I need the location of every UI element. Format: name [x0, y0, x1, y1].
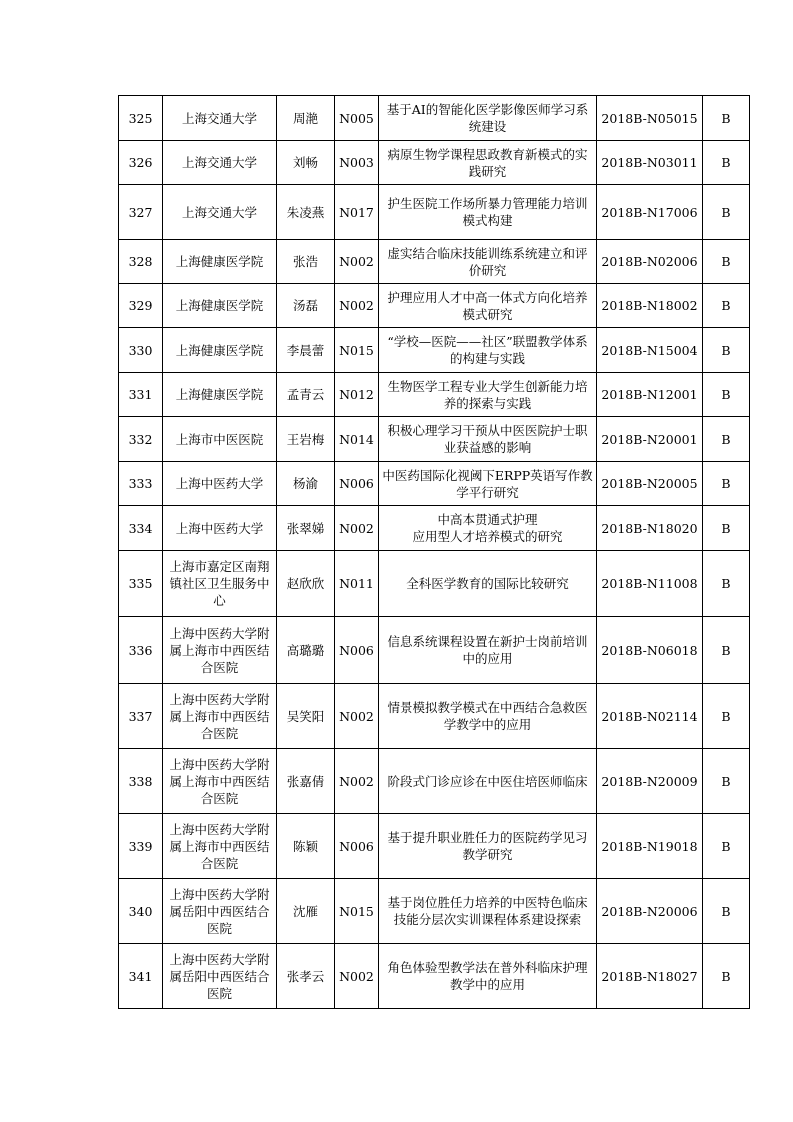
unit-cell: 上海中医药大学附属上海市中西医结合医院	[163, 749, 277, 814]
category-code-cell: N015	[335, 879, 379, 944]
person-name-cell: 汤磊	[277, 284, 335, 328]
person-name-cell: 朱凌燕	[277, 185, 335, 240]
project-title-cell: 生物医学工程专业大学生创新能力培养的探索与实践	[379, 373, 597, 417]
grade-cell: B	[703, 240, 750, 284]
row-number: 329	[119, 284, 163, 328]
grade-cell: B	[703, 96, 750, 141]
project-id-cell: 2018B-N17006	[597, 185, 703, 240]
unit-cell: 上海中医药大学附属上海市中西医结合医院	[163, 814, 277, 879]
project-title-cell: 护生医院工作场所暴力管理能力培训模式构建	[379, 185, 597, 240]
unit-cell: 上海健康医学院	[163, 328, 277, 373]
table-row	[119, 944, 750, 1009]
category-code-cell: N003	[335, 141, 379, 185]
table-row	[119, 240, 750, 284]
category-code-cell: N015	[335, 328, 379, 373]
project-id-cell: 2018B-N18002	[597, 284, 703, 328]
grade-cell: B	[703, 284, 750, 328]
person-name-cell: 李晨蕾	[277, 328, 335, 373]
table-row	[119, 814, 750, 879]
unit-cell: 上海市嘉定区南翔镇社区卫生服务中心	[163, 551, 277, 617]
person-name-cell: 赵欣欣	[277, 551, 335, 617]
project-id-cell: 2018B-N20009	[597, 749, 703, 814]
row-number: 326	[119, 141, 163, 185]
row-number: 331	[119, 373, 163, 417]
grade-cell: B	[703, 617, 750, 684]
row-number: 335	[119, 551, 163, 617]
unit-cell: 上海健康医学院	[163, 373, 277, 417]
grade-cell: B	[703, 185, 750, 240]
category-code-cell: N002	[335, 944, 379, 1009]
table-row	[119, 417, 750, 462]
grade-cell: B	[703, 684, 750, 749]
project-title-cell: 虚实结合临床技能训练系统建立和评价研究	[379, 240, 597, 284]
project-title-cell: 中高本贯通式护理 应用型人才培养模式的研究	[379, 506, 597, 551]
project-title-cell: 基于提升职业胜任力的医院药学见习教学研究	[379, 814, 597, 879]
project-id-cell: 2018B-N02114	[597, 684, 703, 749]
person-name-cell: 周滟	[277, 96, 335, 141]
category-code-cell: N012	[335, 373, 379, 417]
person-name-cell: 刘畅	[277, 141, 335, 185]
person-name-cell: 张孝云	[277, 944, 335, 1009]
grade-cell: B	[703, 506, 750, 551]
unit-cell: 上海健康医学院	[163, 240, 277, 284]
person-name-cell: 高璐璐	[277, 617, 335, 684]
row-number: 330	[119, 328, 163, 373]
project-id-cell: 2018B-N02006	[597, 240, 703, 284]
grade-cell: B	[703, 944, 750, 1009]
project-id-cell: 2018B-N06018	[597, 617, 703, 684]
category-code-cell: N002	[335, 749, 379, 814]
person-name-cell: 张浩	[277, 240, 335, 284]
unit-cell: 上海中医药大学附属岳阳中西医结合医院	[163, 944, 277, 1009]
project-title-cell: 基于岗位胜任力培养的中医特色临床技能分层次实训课程体系建设探索	[379, 879, 597, 944]
person-name-cell: 孟青云	[277, 373, 335, 417]
project-title-cell: 阶段式门诊应诊在中医住培医师临床	[379, 749, 597, 814]
row-number: 341	[119, 944, 163, 1009]
row-number: 327	[119, 185, 163, 240]
table-row	[119, 749, 750, 814]
table-row	[119, 373, 750, 417]
unit-cell: 上海交通大学	[163, 185, 277, 240]
table-row	[119, 879, 750, 944]
table-row	[119, 328, 750, 373]
table-row	[119, 506, 750, 551]
person-name-cell: 王岩梅	[277, 417, 335, 462]
grade-cell: B	[703, 749, 750, 814]
unit-cell: 上海交通大学	[163, 141, 277, 185]
table-row	[119, 96, 750, 141]
project-title-cell: 护理应用人才中高一体式方向化培养模式研究	[379, 284, 597, 328]
project-title-cell: 积极心理学习干预从中医医院护士职业获益感的影响	[379, 417, 597, 462]
person-name-cell: 张翠娣	[277, 506, 335, 551]
category-code-cell: N002	[335, 684, 379, 749]
category-code-cell: N011	[335, 551, 379, 617]
project-id-cell: 2018B-N05015	[597, 96, 703, 141]
table-row	[119, 462, 750, 506]
project-title-cell: 情景模拟教学模式在中西结合急救医学教学中的应用	[379, 684, 597, 749]
project-id-cell: 2018B-N12001	[597, 373, 703, 417]
table-row	[119, 284, 750, 328]
table-row	[119, 617, 750, 684]
unit-cell: 上海中医药大学	[163, 506, 277, 551]
grade-cell: B	[703, 551, 750, 617]
grade-cell: B	[703, 373, 750, 417]
category-code-cell: N014	[335, 417, 379, 462]
project-id-cell: 2018B-N20006	[597, 879, 703, 944]
row-number: 340	[119, 879, 163, 944]
person-name-cell: 杨渝	[277, 462, 335, 506]
table-row	[119, 141, 750, 185]
row-number: 339	[119, 814, 163, 879]
category-code-cell: N002	[335, 240, 379, 284]
grade-cell: B	[703, 462, 750, 506]
category-code-cell: N002	[335, 506, 379, 551]
person-name-cell: 张嘉倩	[277, 749, 335, 814]
row-number: 337	[119, 684, 163, 749]
project-id-cell: 2018B-N20005	[597, 462, 703, 506]
unit-cell: 上海交通大学	[163, 96, 277, 141]
project-table	[118, 95, 750, 1009]
table-row	[119, 551, 750, 617]
project-title-cell: 角色体验型教学法在普外科临床护理教学中的应用	[379, 944, 597, 1009]
category-code-cell: N002	[335, 284, 379, 328]
project-id-cell: 2018B-N19018	[597, 814, 703, 879]
category-code-cell: N006	[335, 617, 379, 684]
grade-cell: B	[703, 417, 750, 462]
unit-cell: 上海中医药大学附属上海市中西医结合医院	[163, 617, 277, 684]
project-title-cell: 病原生物学课程思政教育新模式的实践研究	[379, 141, 597, 185]
project-id-cell: 2018B-N03011	[597, 141, 703, 185]
grade-cell: B	[703, 141, 750, 185]
project-title-cell: “学校—医院——社区”联盟教学体系的构建与实践	[379, 328, 597, 373]
person-name-cell: 吴笑阳	[277, 684, 335, 749]
unit-cell: 上海中医药大学附属上海市中西医结合医院	[163, 684, 277, 749]
category-code-cell: N006	[335, 462, 379, 506]
row-number: 328	[119, 240, 163, 284]
table-body	[119, 96, 750, 1009]
row-number: 325	[119, 96, 163, 141]
project-title-cell: 中医药国际化视阈下ERPP英语写作教学平行研究	[379, 462, 597, 506]
person-name-cell: 陈颖	[277, 814, 335, 879]
row-number: 332	[119, 417, 163, 462]
project-title-cell: 基于AI的智能化医学影像医师学习系统建设	[379, 96, 597, 141]
table-row	[119, 185, 750, 240]
row-number: 336	[119, 617, 163, 684]
category-code-cell: N017	[335, 185, 379, 240]
category-code-cell: N006	[335, 814, 379, 879]
row-number: 333	[119, 462, 163, 506]
grade-cell: B	[703, 814, 750, 879]
row-number: 334	[119, 506, 163, 551]
project-id-cell: 2018B-N11008	[597, 551, 703, 617]
category-code-cell: N005	[335, 96, 379, 141]
project-id-cell: 2018B-N18027	[597, 944, 703, 1009]
row-number: 338	[119, 749, 163, 814]
project-id-cell: 2018B-N15004	[597, 328, 703, 373]
unit-cell: 上海中医药大学附属岳阳中西医结合医院	[163, 879, 277, 944]
project-title-cell: 信息系统课程设置在新护士岗前培训中的应用	[379, 617, 597, 684]
unit-cell: 上海市中医医院	[163, 417, 277, 462]
table-row	[119, 684, 750, 749]
project-id-cell: 2018B-N20001	[597, 417, 703, 462]
project-id-cell: 2018B-N18020	[597, 506, 703, 551]
grade-cell: B	[703, 879, 750, 944]
grade-cell: B	[703, 328, 750, 373]
person-name-cell: 沈雁	[277, 879, 335, 944]
unit-cell: 上海健康医学院	[163, 284, 277, 328]
unit-cell: 上海中医药大学	[163, 462, 277, 506]
project-title-cell: 全科医学教育的国际比较研究	[379, 551, 597, 617]
